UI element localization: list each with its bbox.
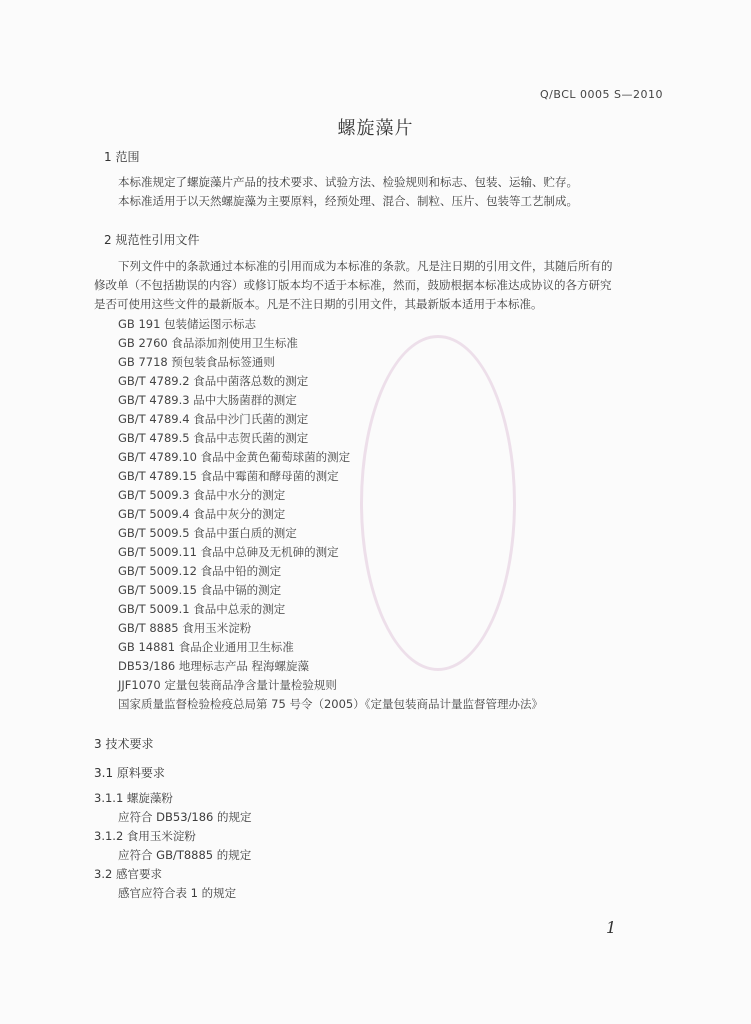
section-2-intro-line: 下列文件中的条款通过本标准的引用而成为本标准的条款。凡是注日期的引用文件，其随后所有的 <box>118 259 613 273</box>
subsection-3-2-heading: 3.2 感官要求 <box>94 867 162 881</box>
reference-item: GB/T 5009.15 食品中镉的测定 <box>118 583 282 597</box>
page-number: 1 <box>606 918 617 937</box>
reference-item: 国家质量监督检验检疫总局第 75 号令（2005）《定量包装商品计量监督管理办法》 <box>118 697 543 711</box>
subsection-3-1-2-text: 应符合 GB/T8885 的规定 <box>118 848 252 862</box>
section-1-heading: 1 范围 <box>104 150 140 164</box>
reference-item: DB53/186 地理标志产品 程海螺旋藻 <box>118 659 310 673</box>
subsection-3-1-heading: 3.1 原料要求 <box>94 766 165 780</box>
subsection-3-1-2-heading: 3.1.2 食用玉米淀粉 <box>94 829 196 843</box>
section-2-intro-line: 修改单（不包括勘误的内容）或修订版本均不适于本标准，然而，鼓励根据本标准达成协议的各方研究 <box>94 278 612 292</box>
subsection-3-1-1-text: 应符合 DB53/186 的规定 <box>118 810 252 824</box>
subsection-3-1-1-heading: 3.1.1 螺旋藻粉 <box>94 791 173 805</box>
page-title: 螺旋藻片 <box>337 118 414 139</box>
reference-item: GB/T 5009.12 食品中铅的测定 <box>118 564 282 578</box>
section-2-heading: 2 规范性引用文件 <box>104 233 200 247</box>
reference-item: GB 2760 食品添加剂使用卫生标准 <box>118 336 298 350</box>
reference-item: GB/T 5009.3 食品中水分的测定 <box>118 488 286 502</box>
reference-item: GB/T 5009.5 食品中蛋白质的测定 <box>118 526 297 540</box>
section-3-heading: 3 技术要求 <box>94 737 154 751</box>
reference-item: GB 14881 食品企业通用卫生标准 <box>118 640 294 654</box>
reference-item: GB/T 8885 食用玉米淀粉 <box>118 621 252 635</box>
reference-item: JJF1070 定量包装商品净含量计量检验规则 <box>118 678 337 692</box>
reference-item: GB/T 4789.2 食品中菌落总数的测定 <box>118 374 309 388</box>
reference-item: GB/T 4789.3 品中大肠菌群的测定 <box>118 393 297 407</box>
reference-item: GB/T 4789.5 食品中志贺氏菌的测定 <box>118 431 309 445</box>
standard-code: Q/BCL 0005 S—2010 <box>540 88 663 101</box>
reference-item: GB/T 5009.11 食品中总砷及无机砷的测定 <box>118 545 339 559</box>
subsection-3-2-text: 感官应符合表 1 的规定 <box>118 886 237 900</box>
faint-seal-stamp <box>360 335 516 671</box>
reference-item: GB/T 5009.4 食品中灰分的测定 <box>118 507 286 521</box>
reference-item: GB/T 4789.4 食品中沙门氏菌的测定 <box>118 412 309 426</box>
section-2-intro-line: 是否可使用这些文件的最新版本。凡是不注日期的引用文件，其最新版本适用于本标准。 <box>94 297 543 311</box>
reference-item: GB/T 5009.1 食品中总汞的测定 <box>118 602 286 616</box>
section-1-para: 本标准适用于以天然螺旋藻为主要原料，经预处理、混合、制粒、压片、包装等工艺制成。 <box>118 194 578 208</box>
reference-item: GB 191 包装储运图示标志 <box>118 317 257 331</box>
section-1-para: 本标准规定了螺旋藻片产品的技术要求、试验方法、检验规则和标志、包装、运输、贮存。 <box>118 175 578 189</box>
reference-item: GB/T 4789.10 食品中金黄色葡萄球菌的测定 <box>118 450 351 464</box>
reference-item: GB 7718 预包装食品标签通则 <box>118 355 275 369</box>
reference-item: GB/T 4789.15 食品中霉菌和酵母菌的测定 <box>118 469 339 483</box>
